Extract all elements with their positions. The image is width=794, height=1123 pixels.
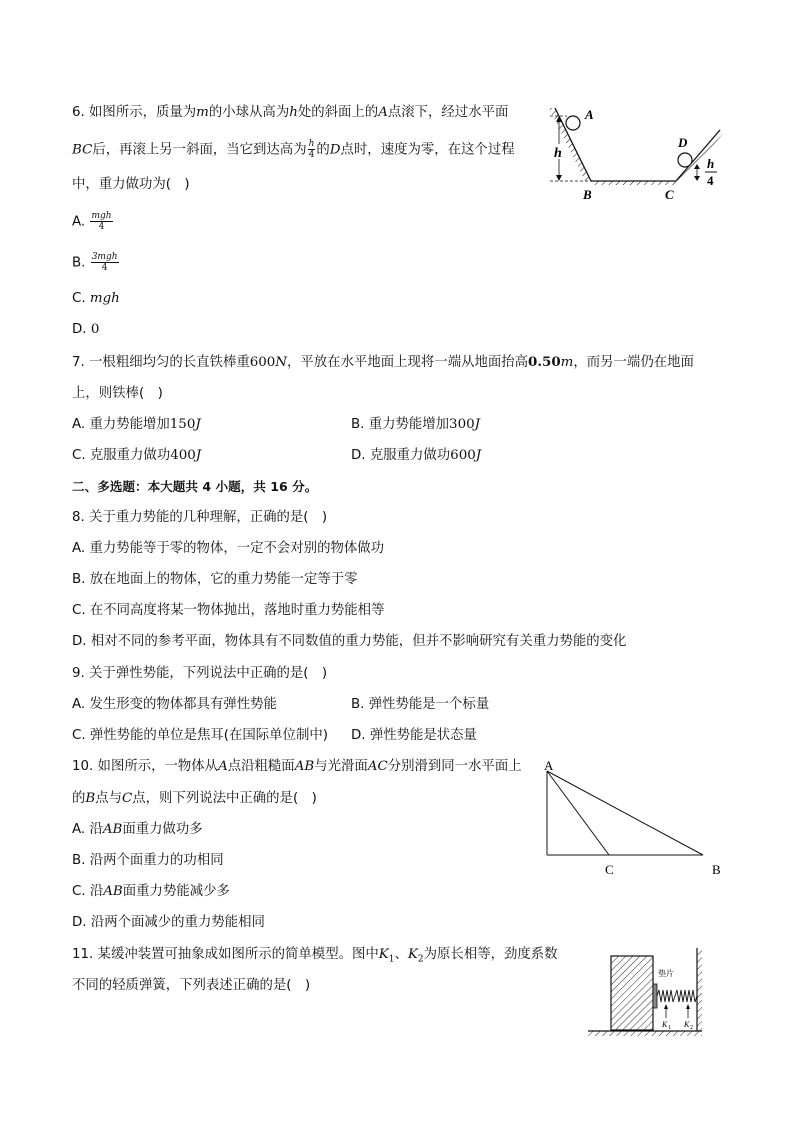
q7-option-c[interactable]: C. 克服重力做功400J	[72, 448, 202, 463]
q9-option-b[interactable]: B. 弹性势能是一个标量	[351, 697, 490, 712]
q6-option-a[interactable]: A. $\frac{\text{mgh}}{4}$	[72, 211, 112, 232]
svg-text:K: K	[662, 1020, 668, 1029]
q7-option-a[interactable]: A. 重力势能增加150J	[72, 417, 201, 432]
ball-a	[566, 116, 580, 130]
pad	[653, 984, 657, 1008]
spring-k1	[657, 990, 675, 1002]
q8-option-a[interactable]: A. 重力势能等于零的物体，一定不会对别的物体做功	[72, 541, 385, 556]
spring-k2	[675, 990, 697, 1002]
q9-stem: 9. 关于弹性势能，下列说法中正确的是( )	[72, 666, 328, 681]
q7-option-b[interactable]: B. 重力势能增加300J	[351, 417, 480, 432]
q10-stem-line1: 10. 如图所示，一物体从A点沿粗糙面AB与光滑面AC分别滑到同一水平面上	[72, 759, 522, 774]
svg-text:2: 2	[690, 1025, 693, 1031]
svg-text:C: C	[665, 187, 674, 202]
h-over-4-fraction: $\frac{h}{4}$	[308, 139, 315, 160]
ball-d	[678, 153, 692, 167]
q9-option-c[interactable]: C. 弹性势能的单位是焦耳(在国际单位制中)	[72, 728, 328, 743]
incline-ac	[547, 771, 609, 855]
q8-option-d[interactable]: D. 相对不同的参考平面，物体具有不同数值的重力势能，但并不影响研究有关重力势能的变化	[72, 634, 627, 649]
q6-stem-line2: BC后，再滚上另一斜面，当它到达高为 $\frac{h}{4}$ 的D点时，速度为零，在这个过程	[72, 139, 515, 160]
svg-text:C: C	[605, 862, 614, 877]
q6-option-d[interactable]: D. 0	[72, 322, 100, 337]
incline-ab	[547, 771, 703, 855]
q10-option-a[interactable]: A. 沿AB面重力做功多	[72, 822, 203, 837]
svg-text:4: 4	[707, 173, 714, 188]
q8-option-b[interactable]: B. 放在地面上的物体，它的重力势能一定等于零	[72, 572, 358, 587]
svg-text:B: B	[583, 187, 592, 202]
svg-text:A: A	[544, 758, 554, 773]
q11-stem-line2: 不同的轻质弹簧，下列表述正确的是( )	[72, 978, 311, 993]
svg-text:h: h	[707, 156, 715, 171]
svg-text:1: 1	[668, 1025, 671, 1031]
section-header-multiple-choice: 二、多选题：本大题共 4 小题，共 16 分。	[72, 479, 318, 494]
q6-option-b[interactable]: B. $\frac{\text{3mgh}}{4}$	[72, 252, 118, 273]
svg-text:A: A	[585, 107, 594, 122]
mgh-over-4: $\frac{\text{mgh}}{4}$	[91, 211, 112, 232]
q10-option-d[interactable]: D. 沿两个面减少的重力势能相同	[72, 915, 265, 930]
svg-text:h: h	[554, 146, 562, 161]
q6-option-c[interactable]: C. mgh	[72, 291, 120, 306]
q6-stem-line1: 6. 如图所示，质量为m的小球从高为h处的斜面上的A点滚下，经过水平面	[72, 105, 509, 120]
q7-option-d[interactable]: D. 克服重力做功600J	[351, 448, 482, 463]
q7-stem-line1: 7. 一根粗细均匀的长直铁棒重600N，平放在水平地面上现将一端从地面抬高0.50m，而另一端仍在地面	[72, 354, 694, 370]
svg-text:D: D	[678, 135, 688, 150]
q10-stem-line2: 的B点与C点，则下列说法中正确的是( )	[72, 791, 317, 806]
svg-text:B: B	[712, 862, 721, 877]
q10-option-b[interactable]: B. 沿两个面重力的功相同	[72, 853, 224, 868]
q8-option-c[interactable]: C. 在不同高度将某一物体抛出，落地时重力势能相等	[72, 603, 385, 618]
q6-ramp-figure	[545, 100, 725, 204]
q9-option-a[interactable]: A. 发生形变的物体都具有弹性势能	[72, 697, 277, 712]
q8-stem: 8. 关于重力势能的几种理解，正确的是( )	[72, 510, 328, 525]
3mgh-over-4: $\frac{\text{3mgh}}{4}$	[91, 252, 118, 273]
block	[611, 956, 653, 1030]
q10-option-c[interactable]: C. 沿AB面重力势能减少多	[72, 884, 230, 899]
q6-stem-line3: 中，重力做功为( )	[72, 177, 190, 192]
q11-buffer-figure	[586, 946, 716, 1038]
svg-text:垫片: 垫片	[658, 969, 674, 978]
svg-text:K: K	[684, 1020, 690, 1029]
q7-stem-line2: 上，则铁棒( )	[72, 386, 163, 401]
q11-stem-line1: 11. 某缓冲装置可抽象成如图所示的简单模型。图中$K_1$、$K_2$为原长相等，劲度系数	[72, 947, 558, 965]
q9-option-d[interactable]: D. 弹性势能是状态量	[351, 728, 477, 743]
q10-incline-figure	[538, 758, 728, 880]
